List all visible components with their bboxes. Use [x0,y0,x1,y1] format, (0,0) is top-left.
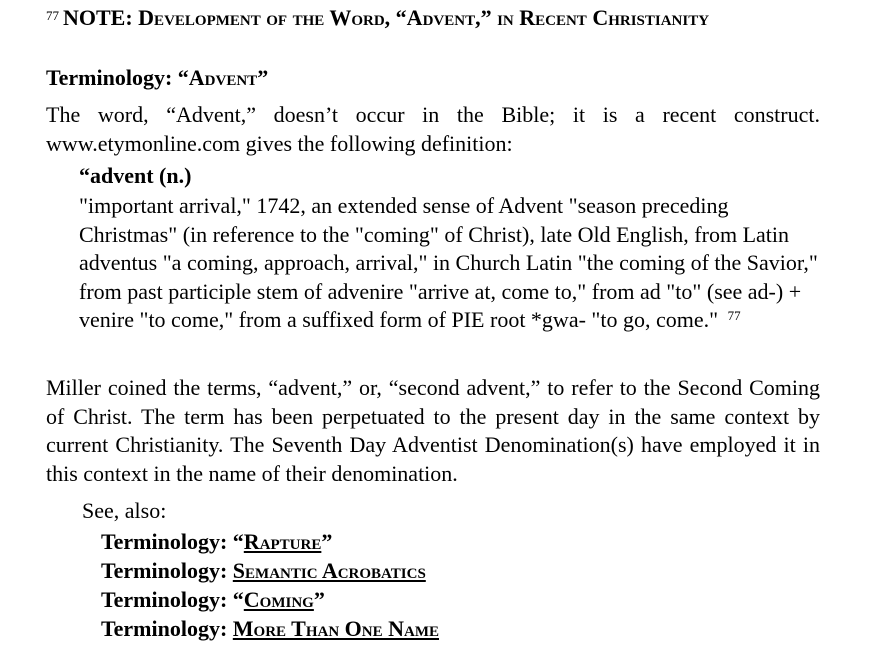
paragraph-miller: Miller coined the terms, “advent,” or, “second advent,” to refer to the Second Coming of Christ. The term has been perpetuated to the present day in the same context by current Christianity. The Seventh Day Adventist Denomination(s) have employed it in this context in the name of their denomination. [46,375,820,486]
see-also-ref-more-than-one-name [101,615,439,643]
ref-prefix: Terminology: [101,529,233,554]
note-heading [46,4,826,32]
ref-close-quote: ” [321,529,333,554]
link-coming[interactable]: Coming [243,587,314,612]
term-heading [46,64,268,92]
term-heading-term: “Advent” [177,65,269,90]
ref-prefix: Terminology: [101,587,233,612]
ref-open-quote: “ [232,529,244,554]
ref-prefix: Terminology: [101,558,233,583]
ref-prefix: Terminology: [101,616,233,641]
paragraph-intro: The word, “Advent,” doesn’t occur in the Bible; it is a recent construct. www.etymonline.com gives the following definition: [46,102,820,156]
footnote-number: 77 [46,8,59,23]
quote-body-text: "important arrival," 1742, an extended sense of Advent "season preceding Christmas" (in reference to the "coming" of Christ), late Old English, from Latin adventus "a coming, approach, arrival," in Church Latin "the coming of the Savior," from past participle stem of advenire "arrive at, come to," from ad "to" (see ad-) + venire "to come," from a suffixed form of PIE root *gwa- "to go, come." [79,193,818,332]
ref-close-quote: ” [313,587,325,612]
ref-open-quote: “ [232,587,244,612]
link-more-than-one-name[interactable]: More Than One Name [232,616,440,641]
see-also-ref-rapture [101,528,332,556]
link-rapture[interactable]: Rapture [243,529,322,554]
see-also-ref-coming [101,586,325,614]
quote-headword: “advent (n.) [79,163,192,188]
link-semantic-acrobatics[interactable]: Semantic Acrobatics [232,558,426,583]
note-heading-text: NOTE: Development of the Word, “Advent,” in Recent Christianity [63,5,710,30]
see-also-label: See, also: [82,498,167,523]
quote-body [79,192,829,335]
term-heading-prefix: Terminology: [46,65,178,90]
see-also-ref-semantic-acrobatics [101,557,426,585]
quote-footnote-ref: 77 [727,308,741,323]
